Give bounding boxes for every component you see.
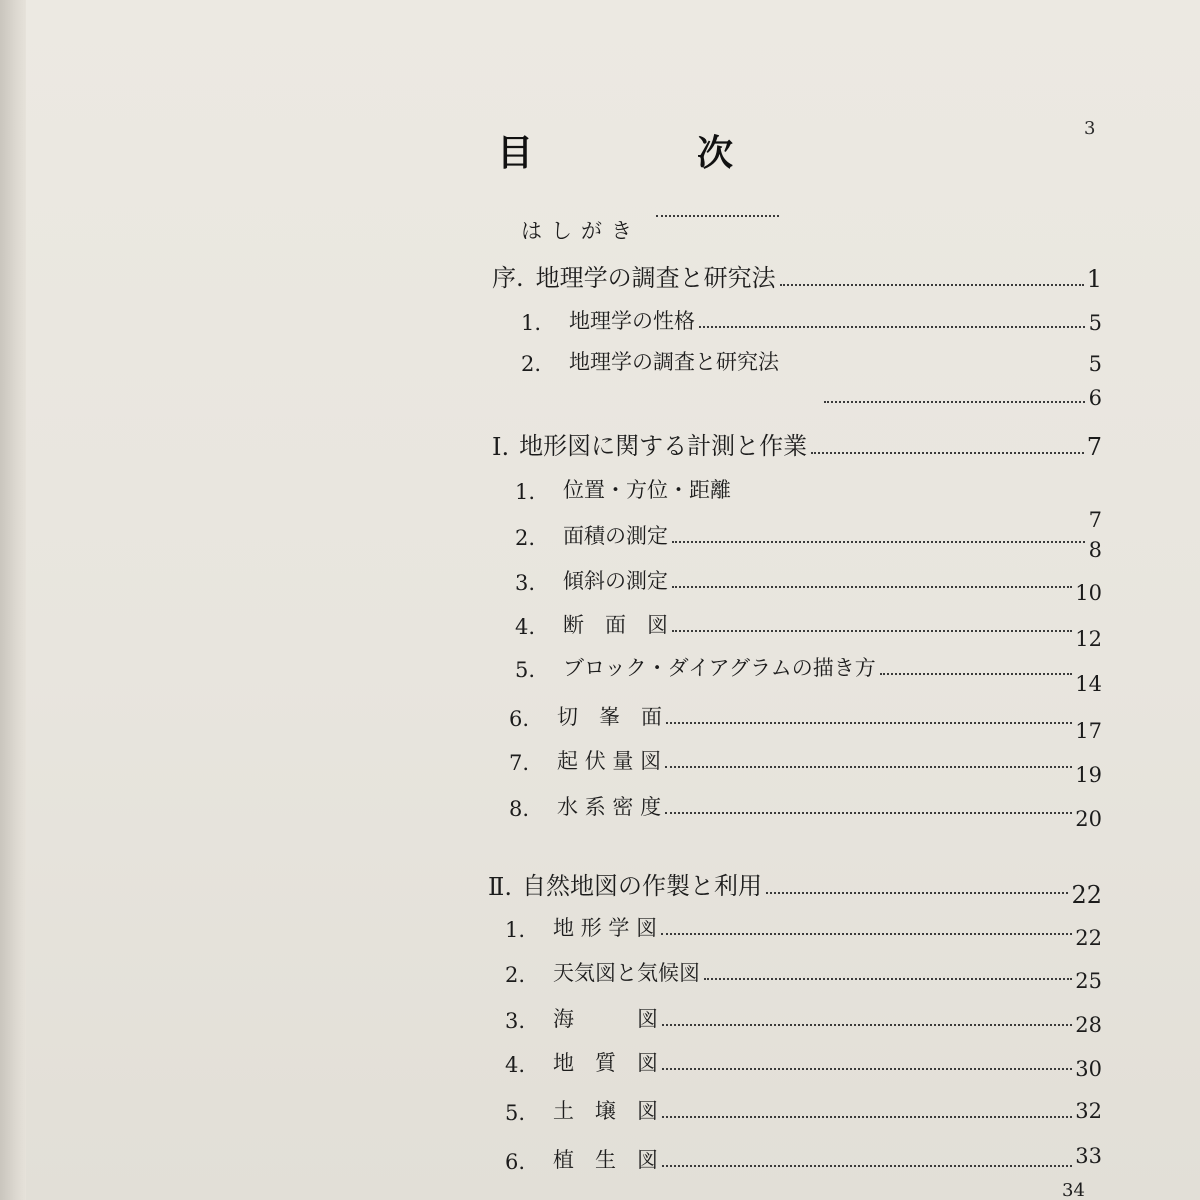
dot-leader [672,541,1085,543]
toc-item-label: 断 面 図 [563,613,669,637]
toc-item-label: 起 伏 量 図 [557,749,662,773]
toc-item-number: 4. [505,1053,526,1077]
toc-page-number: 30 [1075,1057,1102,1081]
dot-leader [704,978,1072,980]
dot-leader [665,766,1072,768]
dot-leader [662,1068,1072,1070]
toc-item-number: 5. [515,658,536,682]
toc-item[interactable] [505,1003,1102,1037]
toc-item-number: 6. [509,707,530,731]
toc-item-continuation [1062,1180,1102,1200]
toc-item-label: 地理学の性格 [569,309,696,333]
toc-page-number: 1 [1086,265,1102,293]
toc-page-number: 7 [1086,433,1102,461]
page-number: 3 [1084,118,1096,139]
toc-item-label: 水 系 密 度 [557,795,662,819]
toc-item-number: 3. [515,571,536,595]
toc-item-label: 土 壌 図 [553,1099,659,1123]
toc-item-label: 傾斜の測定 [563,569,669,593]
toc-item-number: 1. [515,480,536,504]
toc-item-label: ブロック・ダイアグラムの描き方 [563,656,876,680]
dot-leader [880,673,1073,675]
toc-item-number: 6. [505,1150,526,1174]
toc-item[interactable] [521,346,1102,376]
toc-page-number: 5 [1088,352,1102,376]
dot-leader [824,401,1085,403]
toc-page-number: 22 [1075,926,1102,950]
toc-item[interactable] [505,1144,1102,1174]
toc-item[interactable] [505,1095,1102,1125]
toc-item[interactable] [505,1047,1102,1081]
dot-leader [672,630,1072,632]
dot-leader [666,722,1072,724]
toc-item[interactable] [515,652,1102,696]
dot-leader [656,215,779,217]
toc-page-number: 6 [1088,386,1102,410]
toc-item[interactable] [515,565,1102,605]
toc-leader [652,215,782,224]
toc-page-number: 20 [1075,807,1102,831]
toc-item-label: 地 形 学 図 [553,916,658,940]
toc-item[interactable] [509,745,1102,787]
toc-entry-label: はしがき [521,219,641,243]
toc-section-number: Ⅰ. [492,433,510,461]
toc-page-number: 5 [1088,311,1102,335]
toc-item-number: 1. [521,311,542,335]
toc-item-number: 7. [509,751,530,775]
dot-leader [780,284,1084,286]
toc-page-number: 33 [1075,1144,1102,1168]
toc-page-number: 17 [1075,719,1102,743]
toc-item-label: 面積の測定 [563,524,669,548]
page-title: 目 次 [497,133,798,174]
toc-page-number: 19 [1075,763,1102,787]
toc-item[interactable] [509,791,1102,831]
toc-item-continuation [820,386,1102,410]
toc-page-number: 14 [1075,672,1102,696]
dot-leader [783,367,1085,369]
toc-page-number: 7 [1088,508,1102,532]
toc-item[interactable] [505,957,1102,993]
toc-entry-preface[interactable] [521,215,649,245]
toc-item-number: 2. [521,352,542,376]
toc-page-number: 10 [1075,581,1102,605]
toc-item-label: 植 生 図 [553,1148,659,1172]
toc-page-number: 12 [1075,627,1102,651]
toc-item-label: 位置・方位・距離 [563,478,732,502]
toc-section-title: 地理学の調査と研究法 [535,264,776,292]
toc-section-title: 地形図に関する計測と作業 [519,432,808,460]
dot-leader [665,812,1072,814]
dot-leader [661,933,1072,935]
dot-leader [811,452,1084,454]
dot-leader [766,892,1069,894]
toc-item-number: 5. [505,1101,526,1125]
toc-item[interactable] [515,609,1102,651]
toc-page-number: 25 [1075,969,1102,993]
toc-item[interactable] [521,305,1102,335]
dot-leader [699,326,1085,328]
toc-item[interactable] [505,912,1102,950]
dot-leader [672,586,1072,588]
toc-item[interactable] [509,701,1102,743]
toc-item-number: 2. [505,963,526,987]
dot-leader [662,1165,1072,1167]
toc-page-number: 28 [1075,1013,1102,1037]
toc-item[interactable] [515,474,1102,532]
toc-section-number: 序. [492,264,524,292]
toc-item-label: 地 質 図 [553,1051,659,1075]
toc-section-preface[interactable] [492,258,1102,293]
toc-page-number: 32 [1075,1099,1102,1123]
toc-section-1[interactable] [492,426,1102,461]
toc-item-number: 4. [515,615,536,639]
dot-leader [662,1116,1072,1118]
toc-page-number: 34 [1062,1180,1085,1200]
toc-section-2[interactable] [488,866,1102,909]
dot-leader [662,1024,1072,1026]
toc-section-title: 自然地図の作製と利用 [521,872,762,900]
dot-leader [735,495,1085,497]
toc-item-label: 地理学の調査と研究法 [569,350,780,374]
toc-item-label: 海 図 [553,1007,659,1031]
toc-page-number: 22 [1071,881,1102,909]
toc-item-label: 天気図と気候図 [553,961,701,985]
toc-item-number: 2. [515,526,536,550]
toc-item-number: 1. [505,918,526,942]
toc-section-number: Ⅱ. [488,873,512,901]
toc-item-label: 切 峯 面 [557,705,663,729]
toc-item-number: 3. [505,1009,526,1033]
toc-item[interactable] [515,520,1102,562]
toc-page-number: 8 [1088,538,1102,562]
toc-item-number: 8. [509,797,530,821]
